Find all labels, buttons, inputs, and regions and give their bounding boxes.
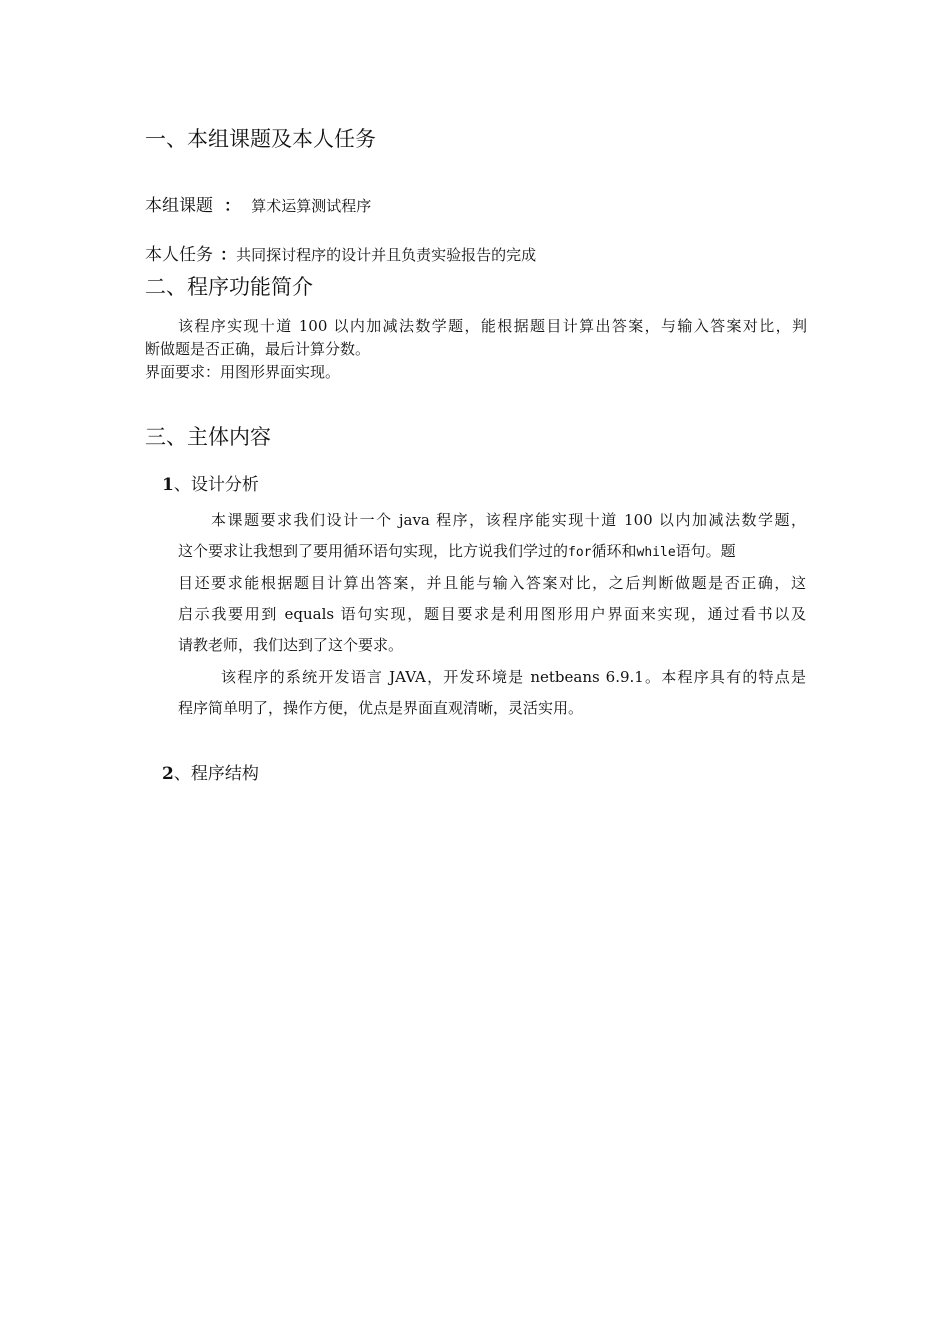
sub1-heading — [162, 470, 259, 495]
section3-heading: 三、主体内容 — [145, 425, 271, 449]
analysis-line-3: 目还要求能根据题目计算出答案，并且能与输入答案对比，之后判断做题是否正确，这 — [178, 574, 806, 592]
analysis-line-1: 本课题要求我们设计一个 java 程序，该程序能实现十道 100 以内加减法数学题， — [211, 511, 806, 529]
topic-value: 算术运算测试程序 — [251, 197, 372, 215]
analysis-p2-line-2: 程序简单明了，操作方便，优点是界面直观清晰，灵活实用。 — [178, 699, 584, 717]
ui-requirement: 界面要求：用图形界面实现。 — [145, 363, 341, 381]
sub2-title: 、程序结构 — [173, 764, 259, 784]
section1-heading: 一、本组课题及本人任务 — [145, 127, 376, 151]
sub1-number: 1 — [162, 475, 174, 495]
topic-colon: ： — [224, 196, 241, 215]
analysis-line-2a: 这个要求让我想到了要用循环语句实现，比方说我们学过的 — [178, 542, 569, 560]
code-for: for — [568, 545, 592, 560]
analysis-line-5: 请教老师，我们达到了这个要求。 — [178, 636, 404, 654]
task-label: 本人任务 — [145, 245, 213, 265]
task-colon: ： — [220, 245, 237, 264]
task-value: 共同探讨程序的设计并且负责实验报告的完成 — [236, 246, 537, 264]
topic-label: 本组课题 — [145, 196, 213, 216]
intro-line-2: 断做题是否正确，最后计算分数。 — [145, 340, 371, 358]
analysis-line-2b: 循环和 — [591, 542, 637, 560]
topic-row — [145, 191, 371, 216]
intro-paragraph — [145, 315, 807, 384]
analysis-line-4: 启示我要用到 equals 语句实现，题目要求是利用图形用户界面来实现，通过看书以及 — [178, 605, 806, 623]
analysis-line-2 — [178, 536, 806, 568]
intro-line-1: 该程序实现十道 100 以内加减法数学题，能根据题目计算出答案，与输入答案对比，判 — [178, 317, 807, 335]
analysis-line-2c: 语句。题 — [675, 542, 736, 560]
task-row — [145, 240, 536, 265]
sub1-title: 、设计分析 — [173, 475, 259, 495]
design-analysis-paragraph-2 — [178, 662, 806, 724]
section2-heading: 二、程序功能简介 — [145, 275, 313, 299]
sub2-heading — [162, 759, 259, 784]
code-while: while — [636, 545, 676, 560]
sub2-number: 2 — [162, 764, 174, 784]
design-analysis-paragraph-1 — [178, 505, 806, 661]
analysis-p2-line-1: 该程序的系统开发语言 JAVA，开发环境是 netbeans 6.9.1。本程序具有的特点是 — [221, 668, 806, 686]
